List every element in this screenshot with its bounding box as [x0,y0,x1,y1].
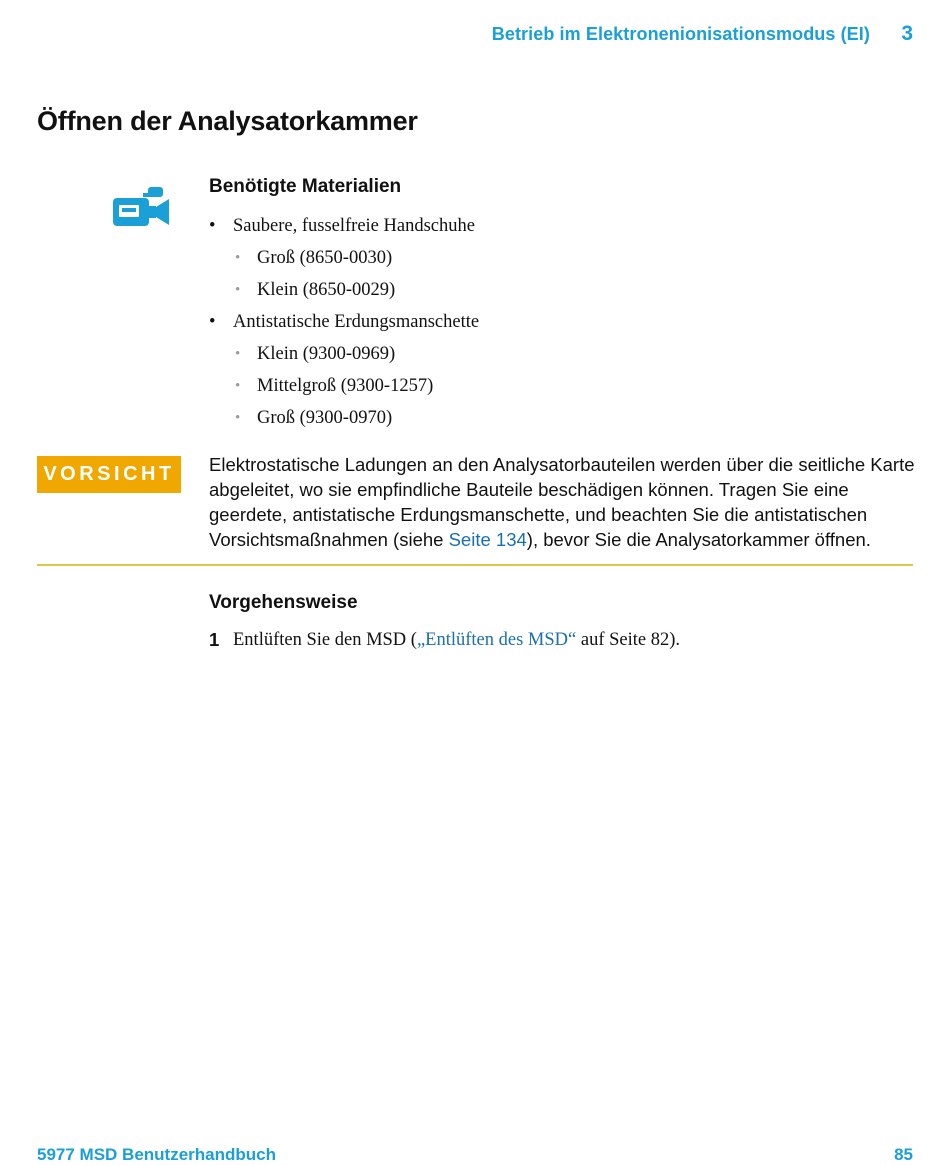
caution-badge: VORSICHT [37,456,181,493]
list-item [209,214,479,310]
chapter-number: 3 [901,22,913,45]
caution-text-end: ), bevor Sie die Analysatorkammer öffnen. [526,529,871,550]
chapter-title: Betrieb im Elektronenionisationsmodus (EI) [491,24,870,44]
sub-list [209,342,479,438]
bullet: • [209,312,216,332]
list-item [235,246,479,278]
list-item-label: Mittelgroß (9300-1257) [257,376,434,396]
list-item [235,278,479,310]
section-link[interactable]: „Entlüften des MSD“ [416,630,577,650]
step-number: 1 [209,629,220,650]
page-title: Öffnen der Analysatorkammer [37,106,418,136]
video-camera-icon [112,186,170,228]
materials-heading: Benötigte Materialien [209,176,402,197]
list-item-label: Groß (8650-0030) [257,248,393,268]
list-item [235,342,479,374]
bullet: • [235,346,241,362]
page-link[interactable]: Seite 134 [448,529,527,550]
procedure-heading: Vorgehensweise [209,592,358,613]
list-item-label: Klein (9300-0969) [257,344,396,364]
caution-text [209,452,919,552]
list-item-label: Klein (8650-0029) [257,280,396,300]
list-item-label: Antistatische Erdungsmanschette [233,312,480,332]
list-item-label: Groß (9300-0970) [257,408,393,428]
list-item [209,310,479,438]
procedure-step [209,628,680,652]
page-header [0,22,950,50]
step-text-start: Entlüften Sie den MSD ( [233,630,417,650]
list-item-label: Saubere, fusselfreie Handschuhe [233,216,475,236]
step-text-end: auf Seite 82). [576,630,681,650]
bullet: • [235,410,241,426]
footer-page-number: 85 [894,1145,913,1164]
step-text [233,628,680,652]
footer-manual-title: 5977 MSD Benutzerhandbuch [37,1145,276,1164]
materials-list [209,214,479,438]
list-item [235,406,479,438]
list-item [235,374,479,406]
divider [37,564,913,566]
bullet: • [235,250,241,266]
caution-text-start: Elektrostatische Ladungen an den Analysatorbauteilen werden über die seitliche Karte abgeleitet, wo sie empfindliche Bauteile beschädigen können. Tragen Sie eine geerdete, antistatische Erdungsmanschette, und beachten Sie die antistatischen Vorsichtsmaßnahmen (siehe [209,454,915,550]
bullet: • [209,216,216,236]
bullet: • [235,378,241,394]
bullet: • [235,282,241,298]
sub-list [209,246,479,310]
